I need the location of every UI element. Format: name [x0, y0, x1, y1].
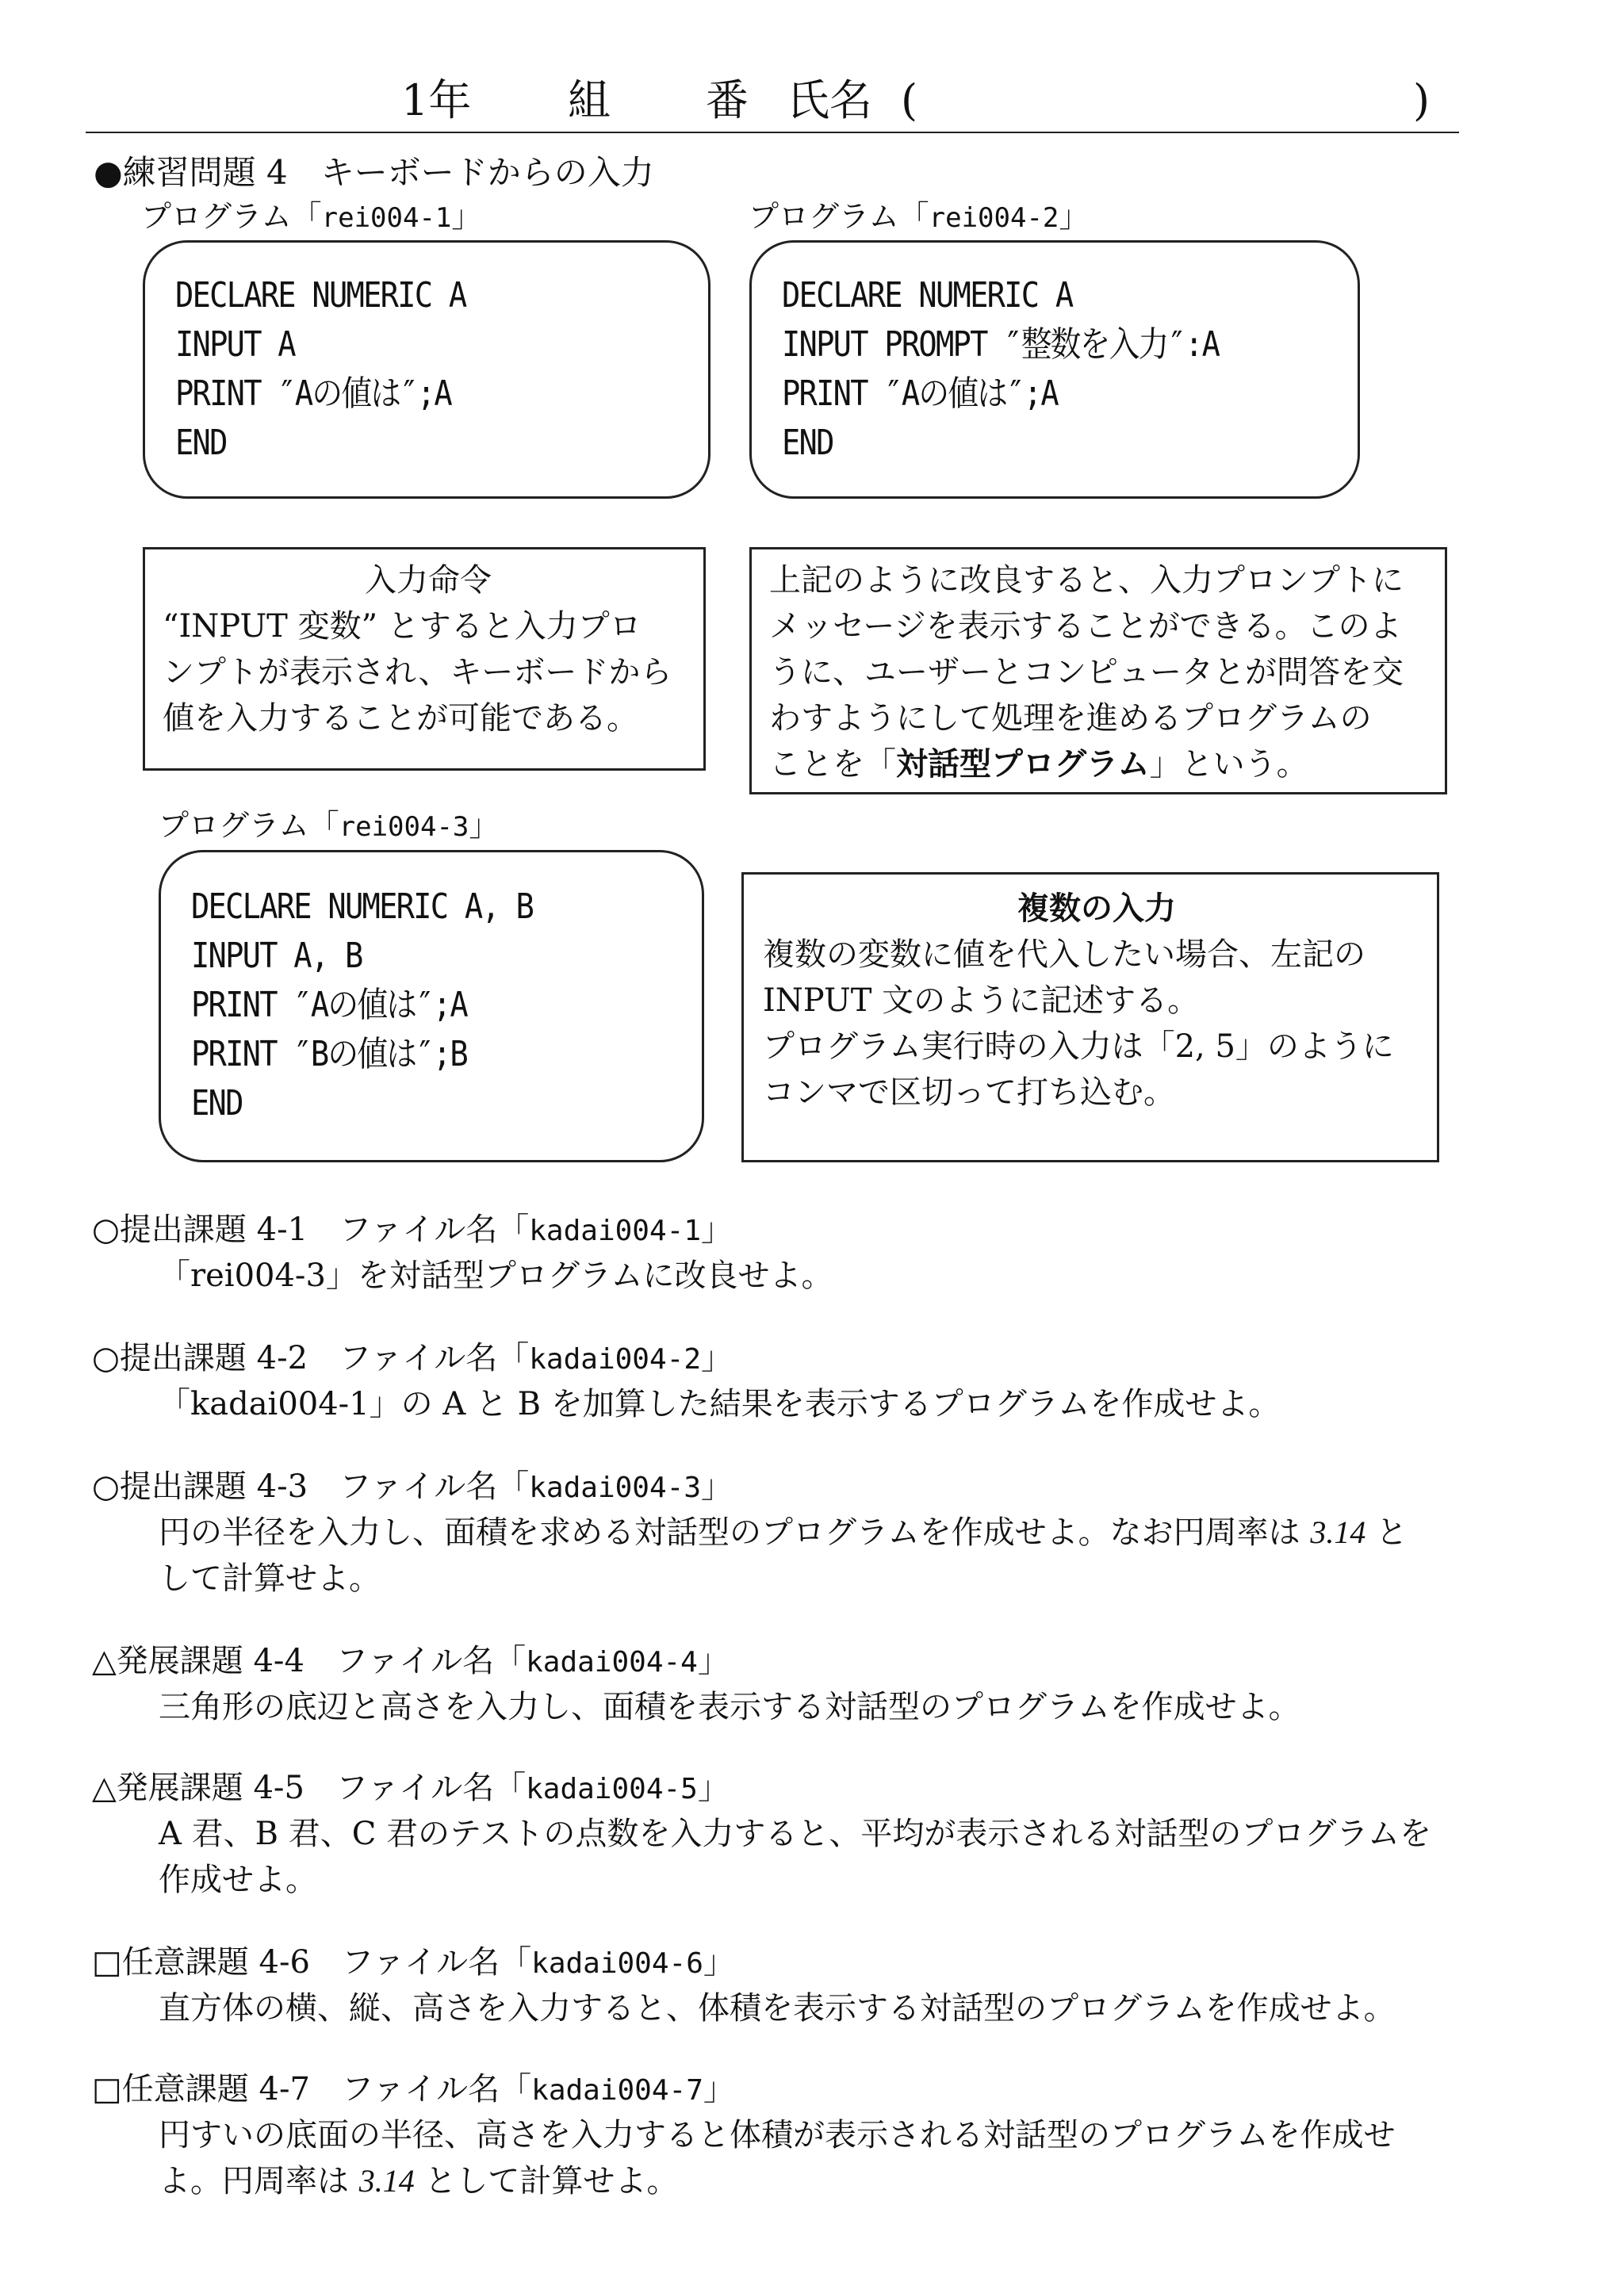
note-line: INPUT 文のように記述する。 — [763, 982, 1200, 1019]
code-line: DECLARE NUMERIC A — [175, 275, 466, 316]
note-dialog-program — [749, 547, 1447, 794]
note-title: 入力命令 — [365, 562, 492, 599]
note-line: 複数の変数に値を代入したい場合、左記の — [763, 936, 1365, 973]
task-heading-4-4: △発展課題 4-4 ファイル名「kadai004-4」 — [92, 1643, 730, 1679]
note-line: 上記のように改良すると、入力プロンプトに — [769, 562, 1404, 599]
code-box-rei004-2 — [749, 240, 1360, 499]
name-paren-close: ) — [1413, 75, 1431, 125]
number-label: 番 — [706, 75, 749, 125]
note-line: プログラム実行時の入力は「2, 5」のように — [763, 1028, 1394, 1065]
note-title: 複数の入力 — [1017, 890, 1176, 927]
code-line: INPUT A — [175, 324, 295, 365]
pi-value: 3.14 — [358, 2163, 415, 2199]
bullet-icon: ● — [94, 153, 123, 192]
note-line: コンマで区切って打ち込む。 — [763, 1074, 1175, 1111]
code-line: PRINT ″Aの値は″;A — [191, 985, 467, 1025]
task-body-4-5-line2: 作成せよ。 — [159, 1862, 317, 1898]
note-line: “INPUT 変数” とすると入力プロ — [163, 608, 642, 645]
task-heading-4-6: □任意課題 4-6 ファイル名「kadai004-6」 — [92, 1944, 735, 1981]
task-body-4-7-line2: よ。円周率は 3.14 として計算せよ。 — [159, 2163, 679, 2199]
note-line: 値を入力することが可能である。 — [163, 700, 638, 737]
note-line: ことを「対話型プログラム」という。 — [769, 746, 1308, 783]
program-label-3: プログラム「rei004-3」 — [159, 808, 500, 843]
note-line: うに、ユーザーとコンピュータとが問答を交 — [769, 654, 1404, 691]
grade-label: 1年 — [401, 75, 472, 125]
section-title — [94, 151, 654, 195]
code-line: DECLARE NUMERIC A — [782, 275, 1073, 316]
task-body-4-2: 「kadai004-1」の A と B を加算した結果を表示するプログラムを作成せよ。 — [159, 1386, 1281, 1422]
task-heading-4-7: □任意課題 4-7 ファイル名「kadai004-7」 — [92, 2071, 735, 2107]
section-title-text: 練習問題 4 キーボードからの入力 — [122, 153, 654, 192]
program-label-2: プログラム「rei004-2」 — [749, 199, 1090, 234]
note-multiple-input — [741, 872, 1439, 1162]
code-line: END — [191, 1083, 243, 1124]
code-line: PRINT ″Aの値は″;A — [175, 373, 451, 414]
code-box-rei004-3 — [159, 850, 704, 1162]
code-line: END — [175, 423, 227, 463]
task-body-4-1: 「rei004-3」を対話型プログラムに改良せよ。 — [159, 1258, 833, 1294]
note-line: わすようにして処理を進めるプログラムの — [769, 700, 1372, 737]
name-paren-open: ( — [901, 75, 918, 125]
code-line: PRINT ″Bの値は″;B — [191, 1034, 467, 1074]
term-dialog-program: 対話型プログラム — [896, 746, 1150, 783]
note-line: ンプトが表示され、キーボードから — [163, 654, 672, 691]
program-label-1: プログラム「rei004-1」 — [141, 199, 482, 234]
code-line: DECLARE NUMERIC A, B — [191, 886, 534, 927]
task-body-4-3-line1: 円の半径を入力し、面積を求める対話型のプログラムを作成せよ。なお円周率は 3.14 と — [159, 1514, 1408, 1551]
note-line: メッセージを表示することができる。このよ — [769, 608, 1402, 645]
task-body-4-7-line1: 円すいの底面の半径、高さを入力すると体積が表示される対話型のプログラムを作成せ — [159, 2117, 1396, 2153]
task-heading-4-2: ○提出課題 4-2 ファイル名「kadai004-2」 — [92, 1340, 733, 1376]
task-body-4-5-line1: A 君、B 君、C 君のテストの点数を入力すると、平均が表示される対話型のプログラムを — [159, 1816, 1432, 1852]
class-label: 組 — [568, 75, 611, 125]
task-body-4-3-line2: して計算せよ。 — [159, 1560, 381, 1597]
code-line: END — [782, 423, 833, 463]
task-heading-4-1: ○提出課題 4-1 ファイル名「kadai004-1」 — [92, 1212, 733, 1248]
task-heading-4-3: ○提出課題 4-3 ファイル名「kadai004-3」 — [92, 1468, 733, 1505]
header-rule — [86, 132, 1459, 133]
pi-value: 3.14 — [1310, 1514, 1366, 1550]
code-line: PRINT ″Aの値は″;A — [782, 373, 1058, 414]
task-body-4-6: 直方体の横、縦、高さを入力すると、体積を表示する対話型のプログラムを作成せよ。 — [159, 1990, 1396, 2027]
task-body-4-4: 三角形の底辺と高さを入力し、面積を表示する対話型のプログラムを作成せよ。 — [159, 1689, 1300, 1725]
task-heading-4-5: △発展課題 4-5 ファイル名「kadai004-5」 — [92, 1770, 730, 1806]
student-name-label: 氏名 — [787, 75, 872, 125]
code-line: INPUT PROMPT ″整数を入力″:A — [782, 324, 1220, 365]
note-input-command — [143, 547, 706, 771]
code-box-rei004-1 — [143, 240, 710, 499]
code-line: INPUT A, B — [191, 936, 362, 976]
